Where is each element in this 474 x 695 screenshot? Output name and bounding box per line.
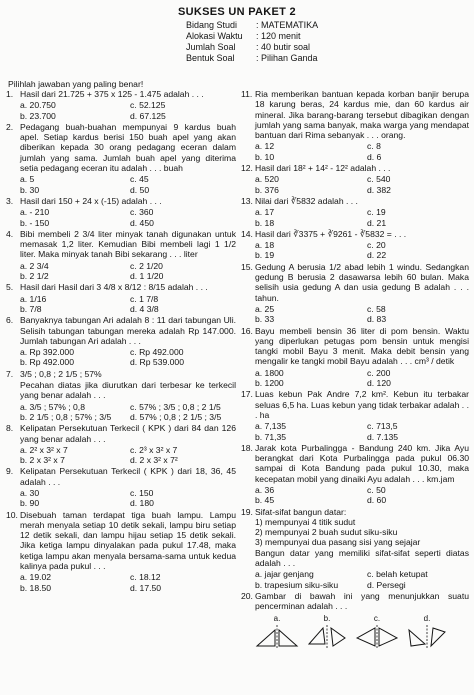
answer-options	[20, 402, 236, 423]
question-number: 7.	[6, 368, 14, 379]
answer-option[interactable]: a. 30	[20, 487, 40, 498]
question	[6, 369, 236, 379]
question-text: Luas kebun Pak Andre 7,2 km². Kebun itu terbakar seluas 6,5 ha. Luas kebun yang tidak terbakar adalah . . . ha	[255, 389, 469, 420]
question-number: 18.	[241, 442, 253, 453]
meta-value: : 40 butir soal	[256, 42, 311, 52]
question-number: 6.	[6, 315, 14, 326]
question-number: 10.	[6, 509, 18, 520]
question	[6, 89, 236, 99]
answer-option[interactable]: b. 19	[255, 250, 275, 261]
answer-options	[255, 421, 469, 442]
left-column	[6, 89, 236, 594]
answer-option[interactable]: a. jajar genjang	[255, 569, 314, 580]
question-number: 12.	[241, 163, 253, 174]
answer-option[interactable]: c. 150	[130, 487, 154, 498]
question	[6, 196, 236, 206]
answer-option[interactable]: d. 4 3/8	[130, 303, 159, 314]
question-text: Bayu membeli bensin 36 liter di pom bensin. Waktu yang diperlukan petugas pom bensin untuk mengisi tangki mobil Bayu 3 menit. Maka debit bensin yang mengalir ke tangki mobil Bayu adalah . . . cm³ / detik	[255, 325, 469, 367]
question-text: Disebuah taman terdapat tiga buah lampu. Lampu merah menyala setiap 10 detik sekali, lampu biru setiap 12 detik sekali, dan lampu hijau setiap 15 detik sekali. Jika ketiga lampu dinyalakan pada pukul 17.48, maka ketiga lampu akan menyala bersama-sama untuk kedua kalinya pada pukul . . .	[20, 509, 236, 572]
answer-option[interactable]: a. Rp 392.000	[20, 347, 74, 358]
question	[6, 423, 236, 444]
question-number: 2.	[6, 121, 14, 132]
question-number: 13.	[241, 195, 253, 206]
question-text: Bibi membeli 2 3/4 liter minyak tanah digunakan untuk memasak 1,2 liter. Kemudian Bibi membeli lagi 1 1/2 liter. Maka minyak tanah Bibi sekarang . . . liter	[20, 228, 236, 260]
question-text: Kelipatan Persekutuan Terkecil ( KPK ) dari 84 dan 126 yang benar adalah . . .	[20, 423, 236, 444]
answer-option[interactable]: d. 7.135	[367, 431, 399, 442]
answer-option[interactable]: b. trapesium siku-siku	[255, 579, 339, 590]
question	[6, 510, 236, 572]
answer-option[interactable]: b. 33	[255, 314, 275, 325]
answer-option[interactable]: c. 1 7/8	[130, 293, 159, 304]
question-text: Hasil dari 18² + 14² - 12² adalah . . .	[255, 163, 391, 174]
shape-option-label: c.	[373, 613, 381, 623]
answer-option[interactable]: d. 180	[130, 498, 154, 509]
question	[6, 282, 236, 292]
answer-option[interactable]: c. 58	[367, 303, 386, 314]
question-number: 14.	[241, 228, 253, 239]
answer-options	[20, 294, 236, 315]
answer-option[interactable]: a. 1800	[255, 367, 284, 378]
answer-option[interactable]: c. 8	[367, 141, 381, 152]
reflection-figure	[305, 624, 349, 650]
question-text: Ria memberikan bantuan kepada korban banjir berupa 18 karung beras, 24 kardus mie, dan 60 kardus air mineral. Jika barang-barang tersebut dibagikan dengan jumlah yang sama banyak, maka warga yang mendapat bantuan dari Rima sebanyak . . . orang.	[255, 89, 469, 141]
answer-option[interactable]: d. 60	[367, 495, 387, 506]
answer-option[interactable]: a. 25	[255, 303, 275, 314]
answer-option[interactable]: c. 20	[367, 240, 386, 251]
answer-option[interactable]: a. 2 3/4	[20, 260, 49, 271]
answer-option[interactable]: c. Rp 492.000	[130, 347, 184, 358]
question	[6, 229, 236, 260]
shape-option-label: b.	[323, 613, 331, 623]
answer-option[interactable]: b. 30	[20, 184, 40, 195]
question-number: 9.	[6, 466, 14, 477]
question	[241, 591, 469, 612]
answer-option[interactable]: a. 20.750	[20, 100, 56, 111]
question	[241, 389, 469, 420]
question-text: Sifat-sifat bangun datar: 1) mempunyai 4 titik sudut 2) mempunyai 2 buah sudut siku-siku 3) mempunyai dua pasang sisi yang sejajar Bangun datar yang memiliki sifat-sifat seperti diatas adalah . . .	[255, 506, 469, 569]
question-text: Jarak kota Purbalingga - Bandung 240 km. Jika Ayu berangkat dari Kota Purbalingga pada pukul 06.30 sampai di Kota Bandung pada pukul 10.30, maka kecepatan mobil yang dinaiki Ayu adalah . . . km.jam	[255, 442, 469, 484]
answer-options	[255, 240, 469, 261]
answer-option[interactable]: c. 713,5	[367, 421, 398, 432]
answer-option[interactable]: a. 36	[255, 484, 275, 495]
answer-options	[255, 304, 469, 325]
answer-option[interactable]: b. 2 x 3² x 7	[20, 455, 65, 466]
answer-option[interactable]: a. 17	[255, 207, 275, 218]
answer-option[interactable]: a. 12	[255, 141, 275, 152]
question-text: Hasil dari ∛3375 + ∛9261 - ∛5832 = . . .	[255, 228, 407, 239]
answer-option[interactable]: d. 120	[367, 378, 391, 389]
answer-option[interactable]: b. 23.700	[20, 110, 56, 121]
question	[241, 507, 469, 569]
answer-option[interactable]: d. Rp 539.000	[130, 357, 184, 368]
answer-option[interactable]: b. 2 1/2	[20, 271, 49, 282]
right-column	[241, 89, 469, 650]
answer-options	[20, 174, 236, 195]
answer-option[interactable]: d. 57% ; 0,8 ; 2 1/5 ; 3/5	[130, 411, 222, 422]
question-text: Hasil dari 21.725 + 375 x 125 - 1.475 adalah . . .	[20, 89, 204, 99]
answer-option[interactable]: c. 45	[130, 174, 149, 185]
answer-option[interactable]: d. 22	[367, 250, 387, 261]
exam-title: SUKSES UN PAKET 2	[178, 6, 296, 18]
answer-option[interactable]: a. 5	[20, 174, 35, 185]
answer-options	[20, 347, 236, 368]
shape-options	[255, 614, 469, 650]
question-number: 5.	[6, 282, 14, 293]
answer-option[interactable]: b. 71,35	[255, 431, 287, 442]
answer-option[interactable]: b. 10	[255, 151, 275, 162]
answer-options	[20, 445, 236, 466]
meta-key: Jumlah Soal	[186, 42, 236, 52]
answer-option[interactable]: a. 1/16	[20, 293, 47, 304]
answer-option[interactable]: b. 1200	[255, 378, 284, 389]
answer-option[interactable]: d. 21	[367, 217, 387, 228]
exam-meta	[186, 20, 318, 64]
question	[6, 380, 236, 401]
answer-options	[20, 207, 236, 228]
answer-option[interactable]: c. 2³ x 3² x 7	[130, 444, 178, 455]
question	[241, 443, 469, 484]
answer-option[interactable]: a. 19.02	[20, 572, 52, 583]
question-text: Nilai dari ∛5832 adalah . . .	[255, 195, 358, 206]
answer-option[interactable]: a. 520	[255, 174, 279, 185]
answer-option[interactable]: c. 200	[367, 367, 391, 378]
answer-options	[20, 488, 236, 509]
meta-value: : Pilihan Ganda	[256, 53, 318, 63]
shape-option	[405, 614, 449, 650]
meta-key: Bidang Studi	[186, 20, 238, 30]
answer-options	[20, 100, 236, 121]
answer-option[interactable]: c. 19	[367, 207, 386, 218]
question	[241, 229, 469, 239]
question-text: Kelipatan Persekutuan Terkecil ( KPK ) dari 18, 36, 45 adalah . . .	[20, 466, 236, 487]
question-text: Hasil dari 150 + 24 x (-15) adalah . . .	[20, 195, 162, 206]
question-text: 3/5 ; 0,8 ; 2 1/5 ; 57%	[20, 368, 102, 379]
answer-options	[255, 207, 469, 228]
answer-option[interactable]: b. Rp 492.000	[20, 357, 74, 368]
question	[6, 466, 236, 487]
shape-option	[355, 614, 399, 650]
answer-option[interactable]: a. - 210	[20, 207, 50, 218]
answer-option[interactable]: c. 57% ; 3/5 ; 0,8 ; 2 1/5	[130, 401, 221, 412]
answer-options	[255, 368, 469, 389]
question-number: 16.	[241, 325, 253, 336]
answer-option[interactable]: d. 6	[367, 151, 382, 162]
question	[241, 196, 469, 206]
answer-option[interactable]: c. belah ketupat	[367, 569, 428, 580]
shape-option	[305, 614, 349, 650]
answer-option[interactable]: b. 2 1/5 ; 0,8 ; 57% ; 3/5	[20, 411, 112, 422]
meta-key: Alokasi Waktu	[186, 31, 243, 41]
question-number	[6, 380, 20, 401]
question-text: Pecahan diatas jika diurutkan dari terbesar ke terkecil yang benar adalah . . .	[20, 380, 236, 401]
reflection-figure	[405, 624, 449, 650]
question	[6, 122, 236, 173]
meta-key: Bentuk Soal	[186, 53, 235, 63]
answer-option[interactable]: a. 7,135	[255, 421, 287, 432]
shape-option-label: d.	[423, 613, 431, 623]
answer-option[interactable]: b. 18	[255, 217, 275, 228]
question-number: 3.	[6, 195, 14, 206]
reflection-figure	[255, 624, 299, 650]
question-number: 20.	[241, 590, 253, 601]
question-number: 4.	[6, 228, 14, 239]
question-number: 8.	[6, 423, 14, 434]
answer-option[interactable]: b. 18.50	[20, 582, 52, 593]
answer-option[interactable]: c. 360	[130, 207, 154, 218]
answer-option[interactable]: d. 83	[367, 314, 387, 325]
answer-option[interactable]: c. 2 1/20	[130, 260, 163, 271]
answer-option[interactable]: d. 17.50	[130, 582, 162, 593]
answer-option[interactable]: d. 1 1/20	[130, 271, 164, 282]
answer-option[interactable]: b. 7/8	[20, 303, 42, 314]
question	[241, 262, 469, 303]
answer-option[interactable]: d. 2 x 3² x 7²	[130, 455, 178, 466]
answer-options	[20, 261, 236, 282]
answer-option[interactable]: d. 450	[130, 217, 154, 228]
instructions: Pilihlah jawaban yang paling benar!	[8, 79, 144, 89]
answer-options	[20, 572, 236, 593]
answer-options	[255, 174, 469, 195]
answer-option[interactable]: b. 376	[255, 184, 279, 195]
answer-option[interactable]: a. 2² x 3² x 7	[20, 444, 68, 455]
question-number: 1.	[6, 89, 14, 99]
answer-options	[255, 141, 469, 162]
meta-value: : MATEMATIKA	[256, 20, 319, 30]
question-number: 11.	[241, 89, 253, 99]
question	[241, 163, 469, 173]
answer-option[interactable]: a. 18	[255, 240, 275, 251]
answer-option[interactable]: b. - 150	[20, 217, 50, 228]
question-text: Hasil dari Hasil dari 3 4/8 x 8/12 : 8/15 adalah . . .	[20, 282, 208, 293]
answer-option[interactable]: b. 90	[20, 498, 40, 509]
answer-option[interactable]: c. 50	[367, 484, 386, 495]
shape-option-label: a.	[273, 613, 281, 623]
question-text: Pedagang buah-buahan mempunyai 9 kardus buah apel. Setiap kardus berisi 150 buah apel yang akan diberikan kepada 30 orang pedagang eceran dalam jumlah yang sama. Jumlah buah apel yang diterima setia pedagang eceran itu adalah . . . buah	[20, 121, 236, 174]
question-number: 15.	[241, 261, 253, 272]
answer-options	[255, 485, 469, 506]
question-number: 17.	[241, 389, 253, 400]
question-text: Gambar di bawah ini yang menunjukkan suatu pencerminan adalah . . .	[255, 590, 469, 612]
question	[241, 89, 469, 140]
question	[6, 315, 236, 346]
answer-option[interactable]: c. 52.125	[130, 100, 166, 111]
answer-option[interactable]: d. Persegi	[367, 579, 406, 590]
answer-option[interactable]: d. 382	[367, 184, 391, 195]
answer-option[interactable]: c. 540	[367, 174, 391, 185]
question-text: Gedung A berusia 1/2 abad lebih 1 windu. Sedangkan gedung B berusia 2 dasawarsa lebih 60 bulan. Maka selisih usia gedung A dan usia gedung B adalah . . . tahun.	[255, 261, 469, 303]
answer-option[interactable]: b. 45	[255, 495, 275, 506]
reflection-figure	[355, 624, 399, 650]
answer-options	[255, 569, 469, 590]
answer-option[interactable]: d. 50	[130, 184, 150, 195]
answer-option[interactable]: c. 18.12	[130, 572, 161, 583]
question-text: Banyaknya tabungan Ari adalah 8 : 11 dari tabungan Uli. Selisih tabungan tabungan mereka adalah Rp 147.000. Jumlah tabungan Ari adalah . . .	[20, 315, 236, 346]
answer-option[interactable]: d. 67.125	[130, 110, 166, 121]
question	[241, 326, 469, 367]
question-number: 19.	[241, 506, 253, 517]
meta-value: : 120 menit	[256, 31, 301, 41]
shape-option	[255, 614, 299, 650]
answer-option[interactable]: a. 3/5 ; 57% ; 0,8	[20, 401, 85, 412]
